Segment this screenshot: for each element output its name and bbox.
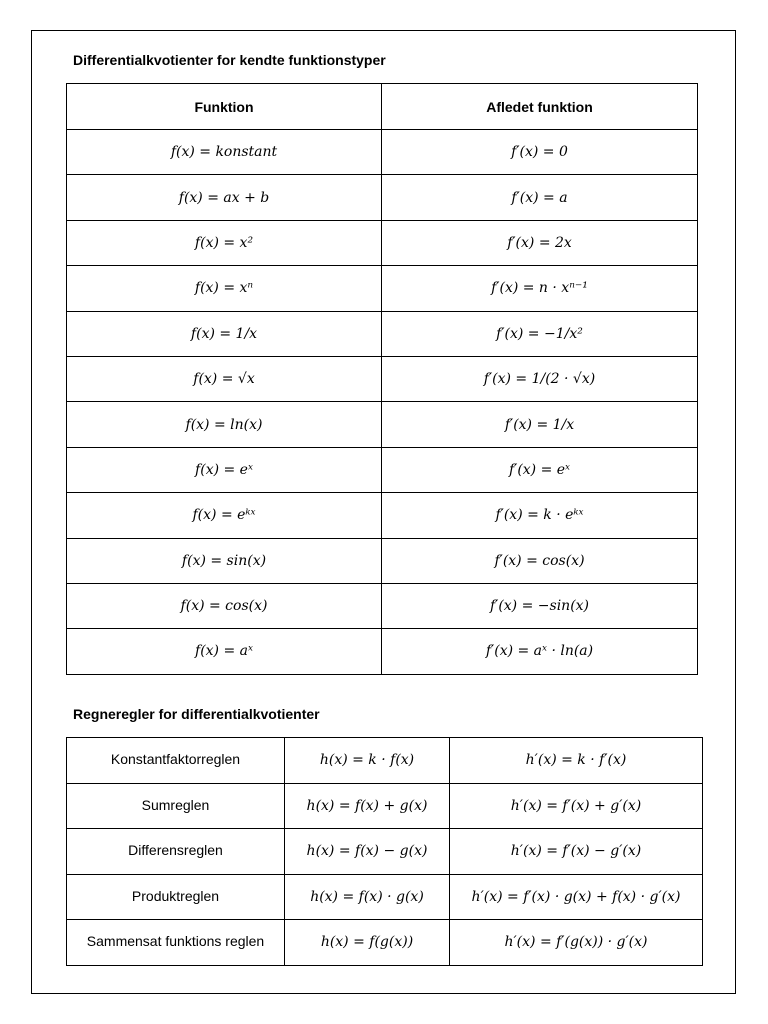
derivative-cell	[382, 356, 698, 401]
formula-text: f′(x) = aˣ · ln(a)	[485, 643, 594, 660]
rule-derivative-cell	[450, 874, 703, 920]
formula-text: h′(x) = f′(g(x)) · g′(x)	[504, 934, 648, 951]
rule-name-cell	[67, 920, 285, 966]
function-cell	[67, 583, 382, 628]
formula-text: f′(x) = 1/(2 · √x)	[483, 371, 596, 388]
derivative-cell	[382, 493, 698, 538]
formula-text: h(x) = k · f(x)	[319, 752, 415, 769]
table-header-row	[67, 84, 698, 130]
function-cell	[67, 356, 382, 401]
formula-text: f′(x) = a	[511, 189, 568, 206]
function-cell	[67, 538, 382, 583]
formula-text: h′(x) = f′(x) + g′(x)	[510, 797, 642, 814]
formula-text: f(x) = sin(x)	[181, 552, 267, 569]
formula-text: f(x) = aˣ	[195, 643, 253, 660]
function-cell	[67, 175, 382, 220]
table-row	[67, 356, 698, 401]
derivatives-heading: Differentialkvotienter for kendte funktionstyper	[73, 52, 386, 68]
function-cell	[67, 130, 382, 175]
table-row	[67, 538, 698, 583]
formula-text: h′(x) = k · f′(x)	[525, 752, 627, 769]
rule-function-cell	[285, 829, 450, 875]
derivative-cell	[382, 447, 698, 492]
formula-text: h′(x) = f′(x) − g′(x)	[510, 843, 642, 860]
function-cell	[67, 220, 382, 265]
formula-text: f(x) = cos(x)	[180, 598, 268, 615]
table-row	[67, 583, 698, 628]
table-row	[67, 130, 698, 175]
table-row	[67, 266, 698, 311]
rule-name-cell	[67, 738, 285, 784]
formula-text: f′(x) = −sin(x)	[489, 598, 590, 615]
table-row	[67, 829, 703, 875]
formula-text: f′(x) = cos(x)	[494, 552, 585, 569]
formula-text: f(x) = 1/x	[190, 325, 258, 342]
rule-name: Differensreglen	[128, 842, 223, 859]
derivative-cell	[382, 629, 698, 674]
formula-text: f′(x) = 1/x	[504, 416, 575, 433]
function-cell	[67, 266, 382, 311]
rules-table	[66, 737, 703, 966]
derivative-cell	[382, 538, 698, 583]
derivative-cell	[382, 311, 698, 356]
formula-text: f′(x) = k · eᵏˣ	[495, 507, 584, 524]
table-row	[67, 874, 703, 920]
column-header-derivative: Afledet funktion	[382, 84, 698, 130]
formula-text: f′(x) = eˣ	[508, 461, 571, 478]
formula-text: f(x) = eᵏˣ	[192, 507, 256, 524]
table-row	[67, 402, 698, 447]
derivative-cell	[382, 402, 698, 447]
table-row	[67, 783, 703, 829]
table-row	[67, 493, 698, 538]
function-cell	[67, 311, 382, 356]
formula-text: f(x) = konstant	[170, 144, 278, 161]
formula-text: f(x) = ln(x)	[185, 416, 263, 433]
function-cell	[67, 629, 382, 674]
formula-text: h(x) = f(x) · g(x)	[310, 888, 424, 905]
derivative-cell	[382, 266, 698, 311]
formula-text: h(x) = f(g(x))	[320, 934, 414, 951]
rule-function-cell	[285, 738, 450, 784]
formula-text: f(x) = √x	[193, 371, 255, 388]
rule-derivative-cell	[450, 829, 703, 875]
function-cell	[67, 402, 382, 447]
rule-function-cell	[285, 920, 450, 966]
rule-name: Sumreglen	[141, 796, 210, 813]
rule-derivative-cell	[450, 738, 703, 784]
rule-function-cell	[285, 783, 450, 829]
formula-text: f′(x) = n · xⁿ⁻¹	[491, 280, 588, 297]
function-cell	[67, 447, 382, 492]
derivative-cell	[382, 130, 698, 175]
derivatives-table	[66, 83, 698, 675]
derivative-cell	[382, 175, 698, 220]
table-row	[67, 447, 698, 492]
rule-name: Produktreglen	[131, 887, 220, 904]
formula-text: h(x) = f(x) + g(x)	[306, 797, 428, 814]
formula-text: f(x) = ax + b	[178, 189, 270, 206]
formula-text: h′(x) = f′(x) · g(x) + f(x) · g′(x)	[471, 888, 681, 905]
table-row	[67, 220, 698, 265]
rule-derivative-cell	[450, 920, 703, 966]
table-row	[67, 738, 703, 784]
rule-name: Sammensat funktions reglen	[86, 933, 265, 950]
derivative-cell	[382, 583, 698, 628]
table-row	[67, 920, 703, 966]
rule-name-cell	[67, 874, 285, 920]
formula-text: f′(x) = 2x	[507, 234, 572, 251]
formula-text: f(x) = eˣ	[195, 461, 253, 478]
rule-name-cell	[67, 829, 285, 875]
derivative-cell	[382, 220, 698, 265]
formula-text: f(x) = x²	[194, 234, 254, 251]
rule-derivative-cell	[450, 783, 703, 829]
column-header-function: Funktion	[67, 84, 382, 130]
rule-name-cell	[67, 783, 285, 829]
formula-text: h(x) = f(x) − g(x)	[306, 843, 428, 860]
function-cell	[67, 493, 382, 538]
rule-name: Konstantfaktorreglen	[110, 751, 241, 768]
table-row	[67, 629, 698, 674]
formula-text: f(x) = xⁿ	[194, 280, 254, 297]
rules-heading: Regneregler for differentialkvotienter	[73, 706, 320, 722]
formula-text: f′(x) = 0	[511, 144, 568, 161]
formula-text: f′(x) = −1/x²	[496, 325, 583, 342]
table-row	[67, 175, 698, 220]
table-row	[67, 311, 698, 356]
rule-function-cell	[285, 874, 450, 920]
